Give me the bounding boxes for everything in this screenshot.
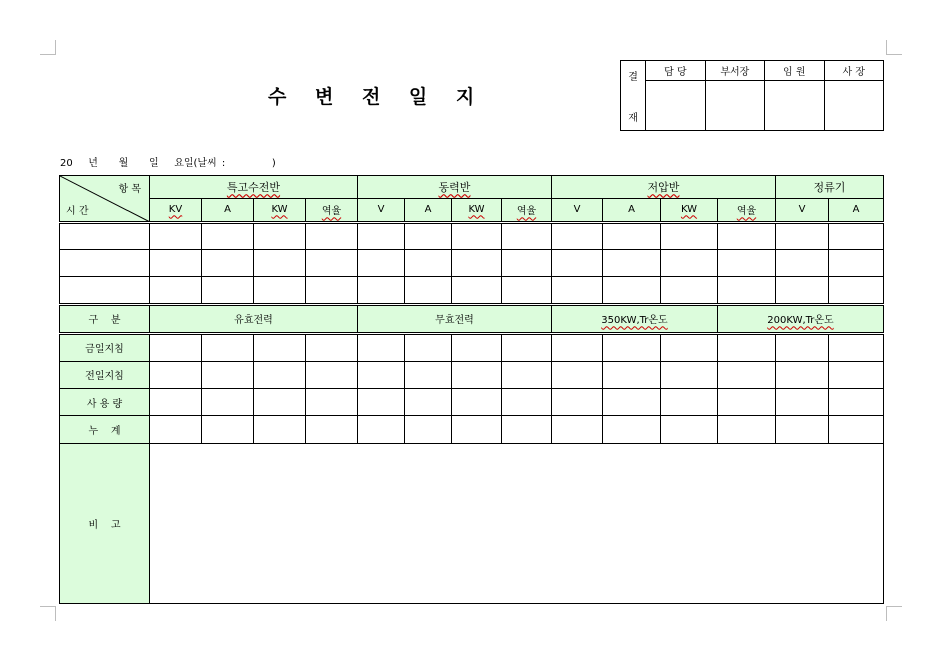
row-label: 누 계 — [60, 416, 150, 443]
corner-mark — [40, 606, 56, 607]
corner-mark — [886, 606, 902, 607]
row-label: 사 용 량 — [60, 388, 150, 415]
group-header: 특고수전반 — [150, 176, 358, 199]
column-header: V — [552, 199, 603, 222]
approval-box — [620, 60, 884, 131]
approval-side-label: 결 재 — [621, 61, 646, 131]
log-table — [59, 175, 884, 604]
corner-mark — [886, 54, 902, 55]
corner-header: 항 목 시 간 — [60, 176, 150, 223]
group-header: 저압반 — [552, 176, 776, 199]
section-group-header: 유효전력 — [150, 304, 358, 333]
section-group-header: 무효전력 — [358, 304, 552, 333]
corner-mark — [886, 606, 887, 621]
column-header: KW — [254, 199, 306, 222]
time-row — [60, 277, 884, 304]
column-header: V — [358, 199, 405, 222]
time-row — [60, 250, 884, 277]
approval-role: 담 당 — [646, 61, 705, 81]
time-row — [60, 222, 884, 249]
remarks-field[interactable] — [150, 443, 884, 603]
column-header: 역율 — [306, 199, 358, 222]
time-cell[interactable] — [60, 222, 150, 249]
row-label: 금일지침 — [60, 334, 150, 361]
time-cell[interactable] — [60, 277, 150, 304]
signature-cell[interactable] — [765, 81, 824, 131]
signature-cell[interactable] — [824, 81, 884, 131]
column-header: A — [202, 199, 254, 222]
column-header: 역율 — [502, 199, 552, 222]
section-group-header: 200KW,Tr온도 — [718, 304, 884, 333]
approval-role: 임 원 — [765, 61, 824, 81]
column-header: A — [603, 199, 661, 222]
signature-cell[interactable] — [705, 81, 764, 131]
corner-mark — [55, 606, 56, 621]
column-header: KV — [150, 199, 202, 222]
corner-mark — [55, 40, 56, 55]
approval-role: 부서장 — [705, 61, 764, 81]
column-header: A — [829, 199, 884, 222]
group-header: 동력반 — [358, 176, 552, 199]
remarks-label: 비 고 — [60, 443, 150, 603]
signature-cell[interactable] — [646, 81, 705, 131]
row-label: 전일지침 — [60, 361, 150, 388]
group-header: 정류기 — [776, 176, 884, 199]
date-weather-line[interactable]: 20 년 월 일 요일(날씨 : ) — [60, 158, 276, 169]
column-header: V — [776, 199, 829, 222]
page-title: 수 변 전 일 지 — [268, 86, 486, 108]
column-header: 역율 — [718, 199, 776, 222]
section-group-header: 350KW,Tr온도 — [552, 304, 718, 333]
section-label: 구 분 — [60, 304, 150, 333]
column-header: KW — [661, 199, 718, 222]
approval-role: 사 장 — [824, 61, 884, 81]
corner-mark — [886, 40, 887, 55]
corner-mark — [40, 54, 56, 55]
column-header: KW — [452, 199, 502, 222]
column-header: A — [405, 199, 452, 222]
time-cell[interactable] — [60, 250, 150, 277]
